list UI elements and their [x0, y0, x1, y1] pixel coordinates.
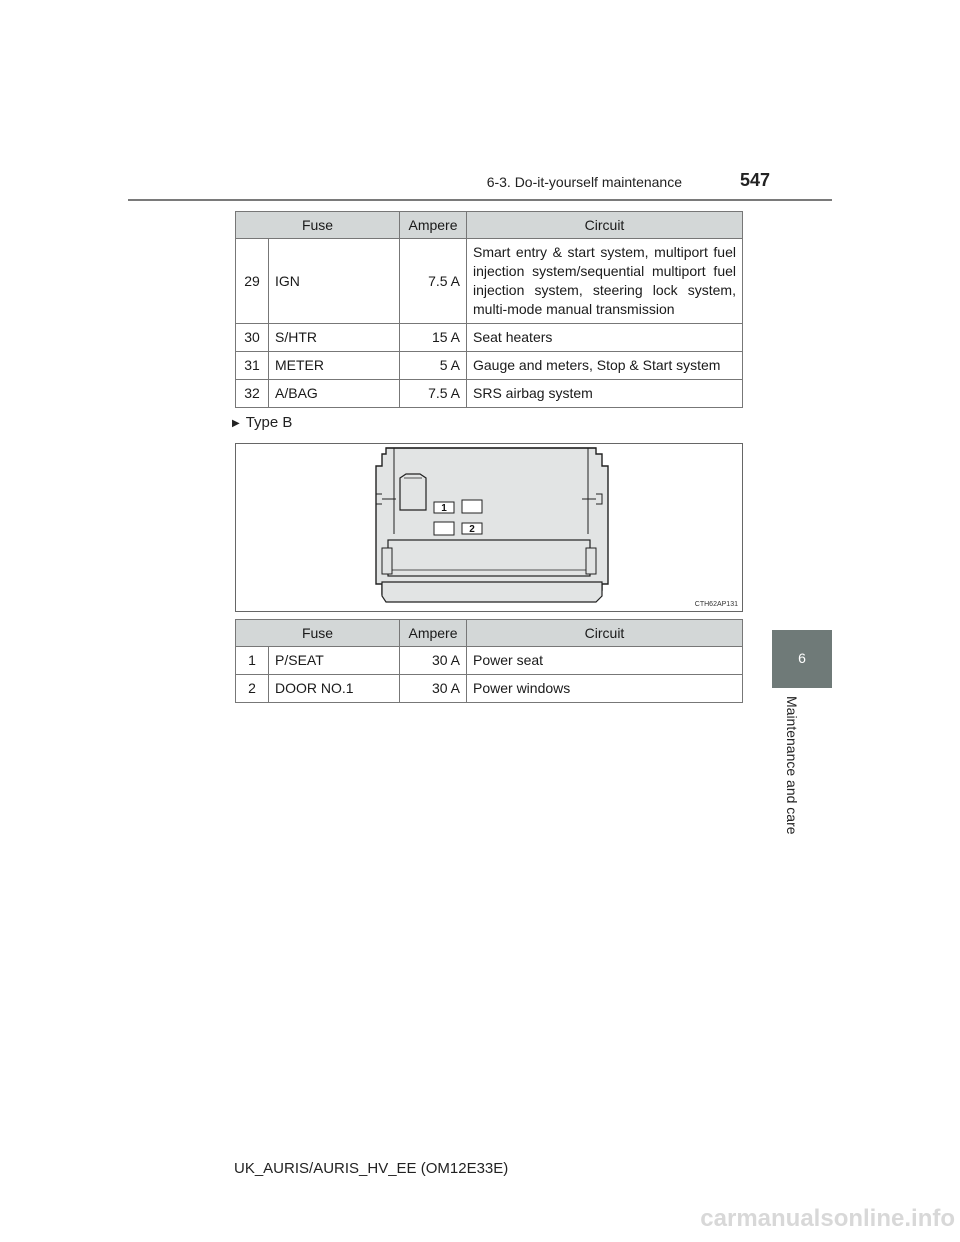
- fuse-circuit: Power seat: [467, 647, 743, 675]
- callout-2: 2: [469, 524, 475, 535]
- fuse-box-diagram: [236, 444, 742, 611]
- fuse-circuit: Smart entry & start system, multiport fuel injection system/sequential multiport fuel injection system, steering lock system, multi-mode manual transmission: [467, 239, 743, 324]
- fuse-name: IGN: [269, 239, 400, 324]
- fuse-box-figure: [235, 443, 743, 612]
- fuse-circuit: Gauge and meters, Stop & Start system: [467, 352, 743, 380]
- fuse-name: METER: [269, 352, 400, 380]
- fuse-name: S/HTR: [269, 324, 400, 352]
- fuse-circuit: SRS airbag system: [467, 380, 743, 408]
- page-number: 547: [739, 170, 770, 190]
- fuse-number: 1: [236, 647, 269, 675]
- column-header-ampere: Ampere: [400, 212, 467, 239]
- fuse-name: A/BAG: [269, 380, 400, 408]
- type-b-text: Type B: [245, 414, 293, 431]
- callout-1: 1: [441, 503, 447, 514]
- fuse-number: 30: [236, 324, 269, 352]
- chapter-number: 6: [798, 650, 806, 666]
- manual-id-footer: UK_AURIS/AURIS_HV_EE (OM12E33E): [234, 1160, 509, 1177]
- fuse-number: 32: [236, 380, 269, 408]
- table-row: [236, 239, 743, 324]
- chapter-label: Maintenance and care: [784, 696, 800, 835]
- fuse-ampere: 30 A: [400, 675, 467, 703]
- table-header-row: [236, 620, 743, 647]
- fuse-name: DOOR NO.1: [269, 675, 400, 703]
- column-header-circuit: Circuit: [467, 620, 743, 647]
- type-b-heading: [232, 414, 292, 431]
- table-row: [236, 647, 743, 675]
- fuse-number: 2: [236, 675, 269, 703]
- figure-code: CTH62AP131: [694, 601, 738, 608]
- column-header-fuse: Fuse: [236, 212, 400, 239]
- fuse-circuit: Seat heaters: [467, 324, 743, 352]
- fuse-number: 29: [236, 239, 269, 324]
- table-header-row: [236, 212, 743, 239]
- chapter-tab: [772, 630, 832, 688]
- fuse-ampere: 7.5 A: [400, 239, 467, 324]
- header-rule: [128, 199, 832, 201]
- fuse-circuit: Power windows: [467, 675, 743, 703]
- fuse-ampere: 7.5 A: [400, 380, 467, 408]
- table-row: [236, 352, 743, 380]
- fuse-ampere: 30 A: [400, 647, 467, 675]
- fuse-table-type-a: [235, 211, 743, 408]
- column-header-circuit: Circuit: [467, 212, 743, 239]
- table-row: [236, 324, 743, 352]
- watermark: carmanualsonline.info: [700, 1205, 955, 1232]
- column-header-ampere: Ampere: [400, 620, 467, 647]
- fuse-ampere: 5 A: [400, 352, 467, 380]
- table-row: [236, 380, 743, 408]
- triangle-bullet-icon: ▶: [232, 418, 240, 429]
- column-header-fuse: Fuse: [236, 620, 400, 647]
- fuse-ampere: 15 A: [400, 324, 467, 352]
- section-title: 6-3. Do-it-yourself maintenance: [486, 174, 682, 190]
- fuse-name: P/SEAT: [269, 647, 400, 675]
- fuse-table-type-b: [235, 619, 743, 703]
- table-row: [236, 675, 743, 703]
- fuse-number: 31: [236, 352, 269, 380]
